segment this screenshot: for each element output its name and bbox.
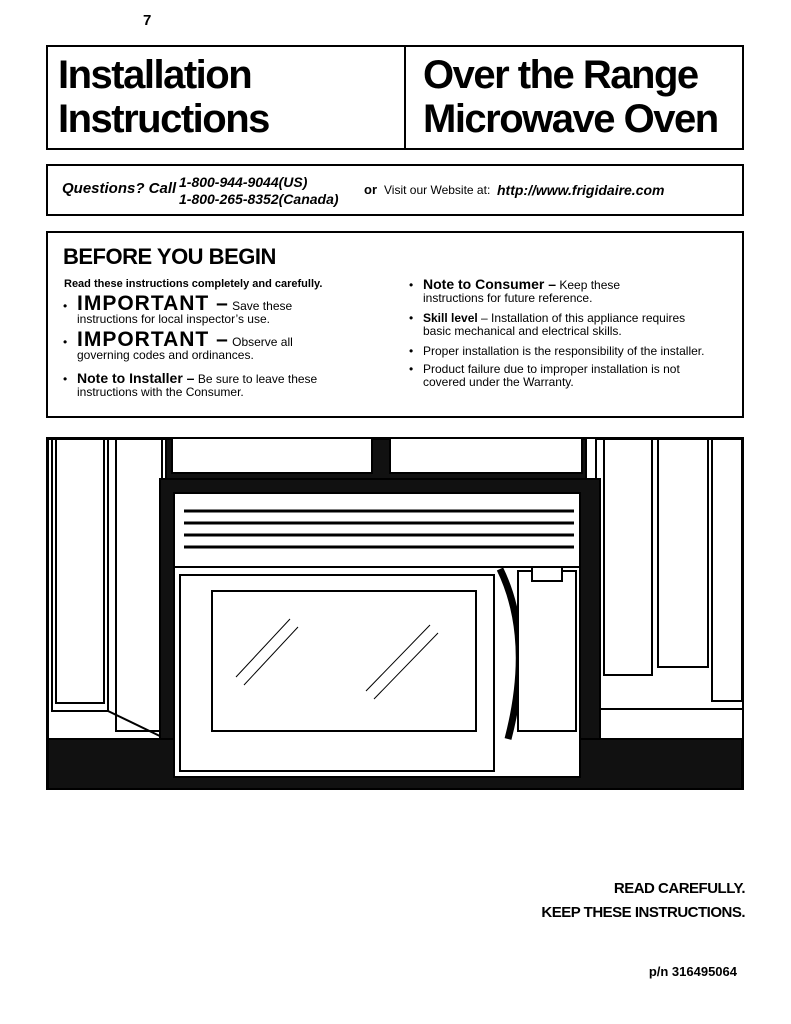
keep-instructions-text: KEEP THESE INSTRUCTIONS. <box>541 904 745 921</box>
page-number: 7 <box>143 12 152 29</box>
microwave-drawing <box>48 439 742 788</box>
list-item: • Skill level – Installation of this appliance requires basic mechanical and electrical skills. <box>409 311 686 338</box>
list-item: • IMPORTANT – Save these instructions for local inspector’s use. <box>63 292 293 326</box>
before-you-begin-heading: BEFORE YOU BEGIN <box>63 244 276 269</box>
list-item: • Proper installation is the responsibility of the installer. <box>409 344 705 358</box>
website-link[interactable]: http://www.frigidaire.com <box>497 182 665 198</box>
phone-us[interactable]: 1-800-944-9044(US) <box>179 174 308 190</box>
title-line-1: Installation <box>58 53 252 97</box>
read-carefully-text: READ CAREFULLY. <box>613 880 745 897</box>
list-item: • IMPORTANT – Observe all governing codes and ordinances. <box>63 328 293 362</box>
title-divider <box>404 45 406 150</box>
product-line-2: Microwave Oven <box>423 97 718 141</box>
part-number: p/n 316495064 <box>648 964 737 979</box>
microwave-illustration <box>46 437 744 790</box>
product-line-1: Over the Range <box>423 53 698 97</box>
read-instructions-note: Read these instructions completely and carefully. <box>64 278 323 290</box>
phone-numbers <box>179 174 339 208</box>
or-text: or <box>364 182 377 197</box>
title-line-2: Instructions <box>58 97 269 141</box>
visit-text: Visit our Website at: <box>384 183 491 197</box>
list-item: • Note to Consumer – Keep these instructions for future reference. <box>409 276 621 305</box>
list-item: • Note to Installer – Be sure to leave these instructions with the Consumer. <box>63 370 318 399</box>
product-title <box>423 53 718 141</box>
questions-label: Questions? Call <box>62 180 177 197</box>
list-item: • Product failure due to improper installation is not covered under the Warranty. <box>409 362 680 389</box>
phone-canada[interactable]: 1-800-265-8352(Canada) <box>179 191 339 207</box>
installation-instructions-title <box>58 53 269 141</box>
